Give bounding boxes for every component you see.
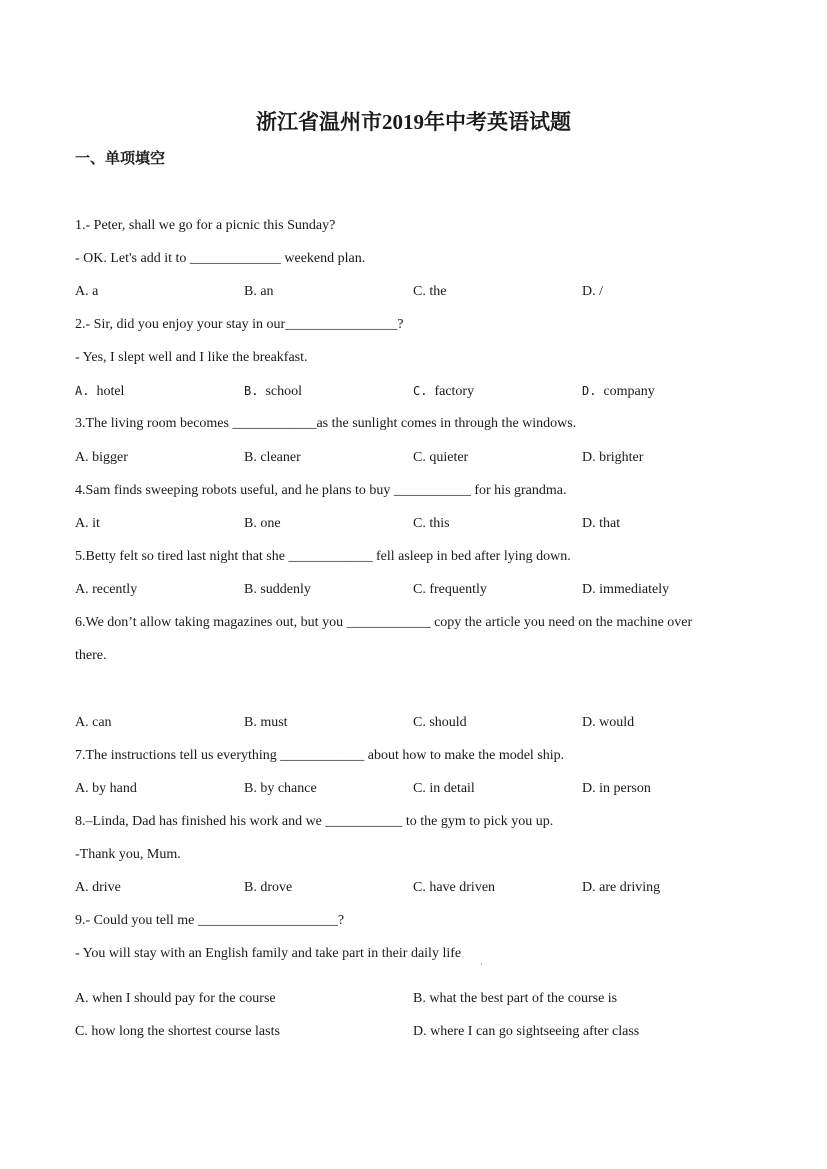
q4-stem: 4.Sam finds sweeping robots useful, and he plans to buy ___________ for his grandma.: [75, 483, 567, 498]
q3-option-c[interactable]: C. quieter: [413, 450, 469, 465]
q6-stem: 6.We don’t allow taking magazines out, but you ____________ copy the article you need on the machine over: [75, 615, 693, 630]
section-heading: 一、单项填空: [75, 151, 166, 167]
q8-option-c[interactable]: C. have driven: [413, 880, 496, 895]
q3-option-a[interactable]: A. bigger: [75, 450, 128, 465]
q2-stem: 2.- Sir, did you enjoy your stay in our________________?: [75, 317, 404, 332]
q2-option-c[interactable]: [413, 381, 474, 402]
q7-option-b[interactable]: B. by chance: [244, 781, 317, 796]
q1-stem: 1.- Peter, shall we go for a picnic this Sunday?: [75, 218, 336, 233]
stray-mark: ': [481, 962, 483, 971]
q7-options: [75, 779, 755, 799]
q4-option-b[interactable]: B. one: [244, 516, 281, 531]
q8-options: [75, 878, 755, 898]
q9-option-d[interactable]: D. where I can go sightseeing after class: [413, 1024, 640, 1039]
option-letter: D.: [582, 384, 597, 398]
q3-option-d[interactable]: D. brighter: [582, 450, 644, 465]
q5-options: [75, 580, 755, 600]
q2-option-b[interactable]: [244, 381, 302, 402]
q4-option-a[interactable]: A. it: [75, 516, 100, 531]
q2-option-a[interactable]: [75, 381, 124, 402]
q5-option-d[interactable]: D. immediately: [582, 582, 670, 597]
option-letter: C.: [413, 384, 428, 398]
q3-stem: 3.The living room becomes ____________as the sunlight comes in through the windows.: [75, 416, 577, 431]
q4-option-c[interactable]: C. this: [413, 516, 450, 531]
q7-option-d[interactable]: D. in person: [582, 781, 651, 796]
q9-response: - You will stay with an English family and take part in their daily life: [75, 946, 462, 961]
q2-option-d[interactable]: [582, 381, 655, 402]
q8-response: -Thank you, Mum.: [75, 847, 181, 862]
q3-option-b[interactable]: B. cleaner: [244, 450, 301, 465]
option-letter: B.: [244, 384, 259, 398]
q5-option-c[interactable]: C. frequently: [413, 582, 487, 597]
q6-option-d[interactable]: D. would: [582, 715, 635, 730]
q7-option-a[interactable]: A. by hand: [75, 781, 137, 796]
q6-option-a[interactable]: A. can: [75, 715, 112, 730]
q1-options: [75, 282, 755, 302]
q8-option-b[interactable]: B. drove: [244, 880, 293, 895]
q9-option-b[interactable]: B. what the best part of the course is: [413, 991, 618, 1006]
option-text: factory: [434, 384, 475, 399]
q5-option-a[interactable]: A. recently: [75, 582, 138, 597]
option-text: school: [265, 384, 303, 399]
q7-option-c[interactable]: C. in detail: [413, 781, 475, 796]
q6-option-b[interactable]: B. must: [244, 715, 288, 730]
q9-option-a[interactable]: A. when I should pay for the course: [75, 991, 276, 1006]
q2-options: [75, 381, 755, 401]
q1-response: - OK. Let's add it to _____________ weekend plan.: [75, 251, 366, 266]
q1-option-c[interactable]: C. the: [413, 284, 447, 299]
q8-option-a[interactable]: A. drive: [75, 880, 121, 895]
q3-options: [75, 448, 755, 468]
q1-option-a[interactable]: A. a: [75, 284, 99, 299]
option-text: company: [603, 384, 655, 399]
q4-option-d[interactable]: D. that: [582, 516, 621, 531]
q6-options: [75, 713, 755, 733]
q1-option-b[interactable]: B. an: [244, 284, 274, 299]
q8-option-d[interactable]: D. are driving: [582, 880, 661, 895]
q9-options-row-1: [75, 989, 755, 1009]
q4-options: [75, 514, 755, 534]
q8-stem: 8.–Linda, Dad has finished his work and we ___________ to the gym to pick you up.: [75, 814, 554, 829]
option-text: hotel: [96, 384, 125, 399]
q6-option-c[interactable]: C. should: [413, 715, 467, 730]
q9-option-c[interactable]: C. how long the shortest course lasts: [75, 1024, 280, 1039]
q6-stem-continued: there.: [75, 648, 107, 663]
q9-stem: 9.- Could you tell me ____________________?: [75, 913, 345, 928]
page-title: 浙江省温州市2019年中考英语试题: [256, 110, 571, 134]
q5-stem: 5.Betty felt so tired last night that she ____________ fell asleep in bed after lying down.: [75, 549, 571, 564]
q1-option-d[interactable]: D. /: [582, 284, 603, 299]
q9-options-row-2: [75, 1022, 755, 1042]
q7-stem: 7.The instructions tell us everything ____________ about how to make the model ship.: [75, 748, 565, 763]
option-letter: A.: [75, 384, 90, 398]
q5-option-b[interactable]: B. suddenly: [244, 582, 311, 597]
q2-response: - Yes, I slept well and I like the breakfast.: [75, 350, 308, 365]
